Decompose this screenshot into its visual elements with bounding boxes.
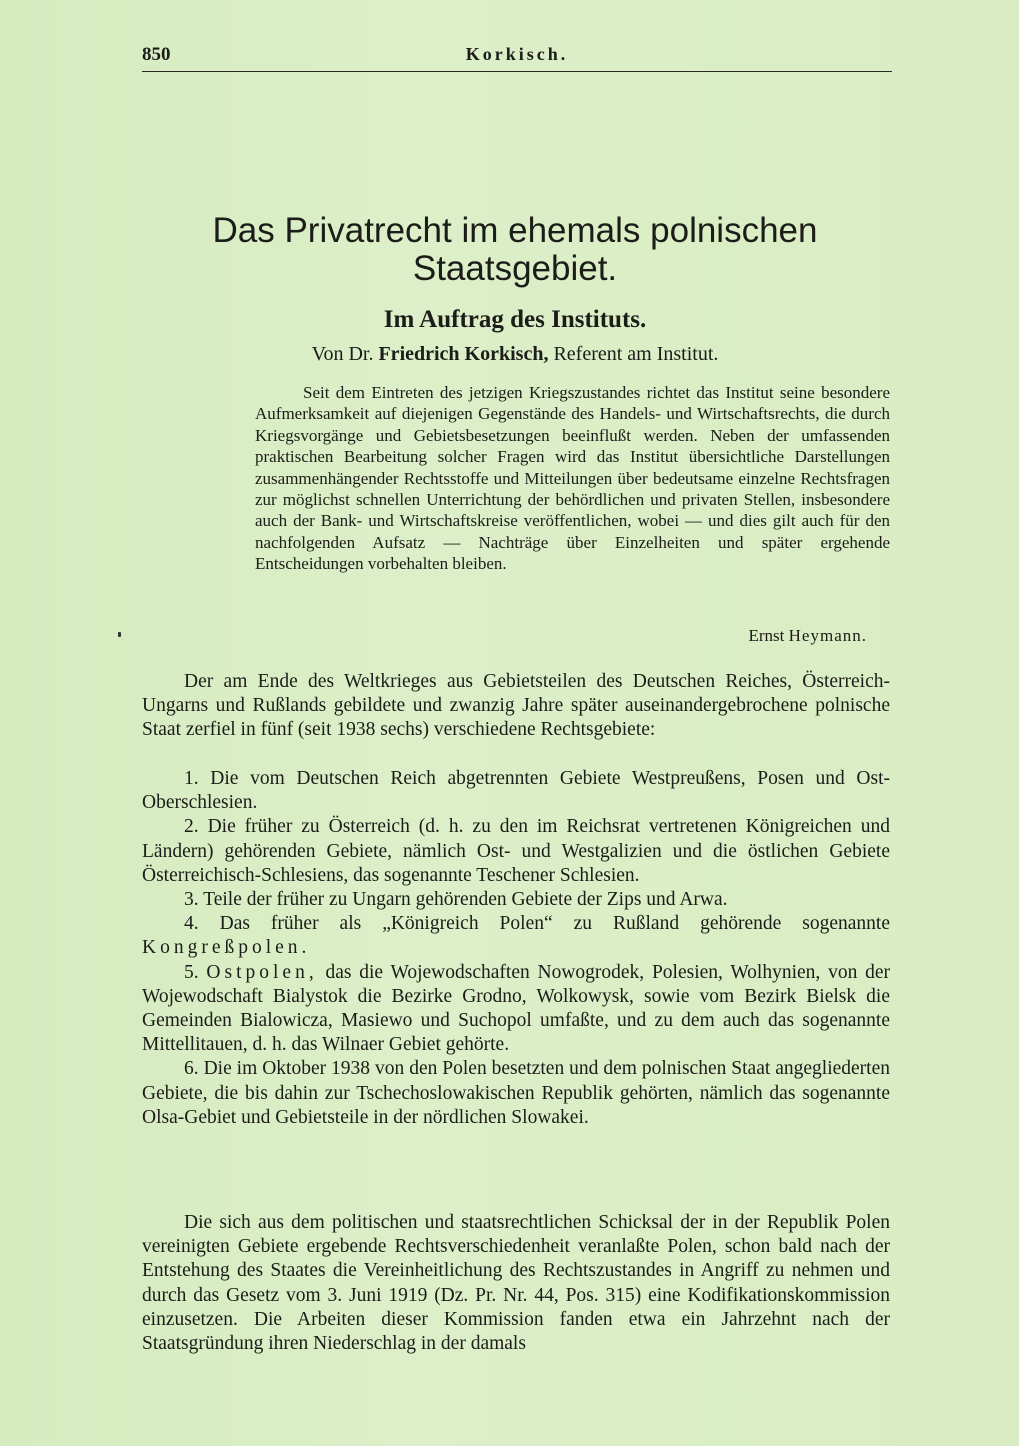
signature-first-name: Ernst [748, 626, 785, 645]
page-number: 850 [142, 44, 171, 65]
article-title [150, 212, 880, 288]
list-item: 2. Die früher zu Österreich (d. h. zu den im Reichsrat vertretenen Königreichen und Ländern) gehörenden Gebiete, nämlich Ost- und Westgalizien und die östlichen Gebiete Österreichisch-Schlesiens, das sogenannte Teschener Schlesien. [142, 816, 890, 886]
region-list [142, 767, 890, 1130]
byline-suffix: Referent am Institut. [553, 343, 719, 365]
item-4-spaced-term: Kongreßpolen. [142, 937, 311, 959]
byline-prefix: Von Dr. [311, 343, 374, 365]
list-item: 1. Die vom Deutschen Reich abgetrennten Gebiete Westpreußens, Posen und Ost-Oberschlesien. [142, 768, 890, 814]
print-speck [118, 632, 121, 637]
list-item: 3. Teile der früher zu Ungarn gehörenden Gebiete der Zips und Arwa. [184, 889, 728, 911]
item-4-text: 4. Das früher als „Königreich Polen“ zu Rußland gehörende sogenannte [184, 913, 890, 935]
signature-last-name: Heymann. [788, 626, 867, 645]
running-head [142, 44, 892, 74]
list-item [142, 961, 890, 1058]
byline-author: Friedrich Korkisch, [378, 343, 549, 365]
preface-paragraph: Seit dem Eintreten des jetzigen Kriegszustandes richtet das Institut seine besondere Aufmerksamkeit auf diejenigen Gegenstände des Handels- und Wirtschaftsrechts, die durch Kriegsvorgänge und Gebietsbesetzungen beeinflußt werden. Neben der umfassenden praktischen Bearbeitung solcher Fragen wird das Institut übersichtliche Darstellungen zusammenhängender Rechtsstoffe und Mitteilungen über bedeutsame einzelne Rechtsfragen zur möglichst schnellen Unterrichtung der behördlichen und privaten Stellen, insbesondere auch der Bank- und Wirtschaftskreise veröffentlichen, wobei — und dies gilt auch für den nachfolgenden Aufsatz — Nachträge über Einzelheiten und später ergehende Entscheidungen vorbehalten bleiben. [255, 383, 890, 574]
item-5-text: das die Wojewodschaften Nowogrodek, Polesien, Wolhynien, von der Wojewodschaft Bialystok die Bezirke Grodno, Wolkowysk, sowie vom Bezirk Bielsk die Gemeinden Bialowicza, Masiewo und Suchopol umfaßte, und zu dem auch das sogenannte Mittellitauen, d. h. das Wilnaer Gebiet gehörte. [142, 961, 891, 1056]
title-line-2: Staatsgebiet. [412, 249, 618, 288]
item-5-label: 5. [184, 961, 199, 983]
item-5-spaced-term: Ostpolen, [206, 961, 318, 983]
intro-paragraph: Der am Ende des Weltkrieges aus Gebietsteilen des Deutschen Reiches, Österreich-Ungarns und Rußlands gebildete und zwanzig Jahre später auseinandergebrochene polnische Staat zerfiel in fünf (seit 1938 sechs) verschiedene Rechtsgebiete: [142, 671, 890, 741]
article-subtitle: Im Auftrag des Instituts. [383, 306, 647, 333]
title-line-1: Das Privatrecht im ehemals polnischen [212, 211, 818, 250]
preface-signature [255, 626, 867, 646]
list-item: 6. Die im Oktober 1938 von den Polen besetzten und dem polnischen Staat angegliederten Gebiete, die bis dahin zur Tschechoslowakischen Republik gehörten, nämlich das sogenannte Olsa-Gebiet und Gebietsteile in der nördlichen Slowakei. [142, 1058, 890, 1128]
closing-paragraph: Die sich aus dem politischen und staatsrechtlichen Schicksal der in der Republik Polen vereinigten Gebiete ergebende Rechtsverschiedenheit veranlaßte Polen, schon bald nach der Entstehung des Staates die Vereinheitlichung des Rechtszustandes in Angriff zu nehmen und durch das Gesetz vom 3. Juni 1919 (Dz. Pr. Nr. 44, Pos. 315) eine Kodifikationskommission einzusetzen. Die Arbeiten dieser Kommission fanden etwa ein Jahrzehnt nach der Staatsgründung ihren Niederschlag in der damals [142, 1212, 890, 1355]
byline [150, 343, 880, 366]
header-rule [142, 71, 892, 72]
running-title: Korkisch. [465, 44, 569, 64]
list-item [142, 912, 890, 960]
